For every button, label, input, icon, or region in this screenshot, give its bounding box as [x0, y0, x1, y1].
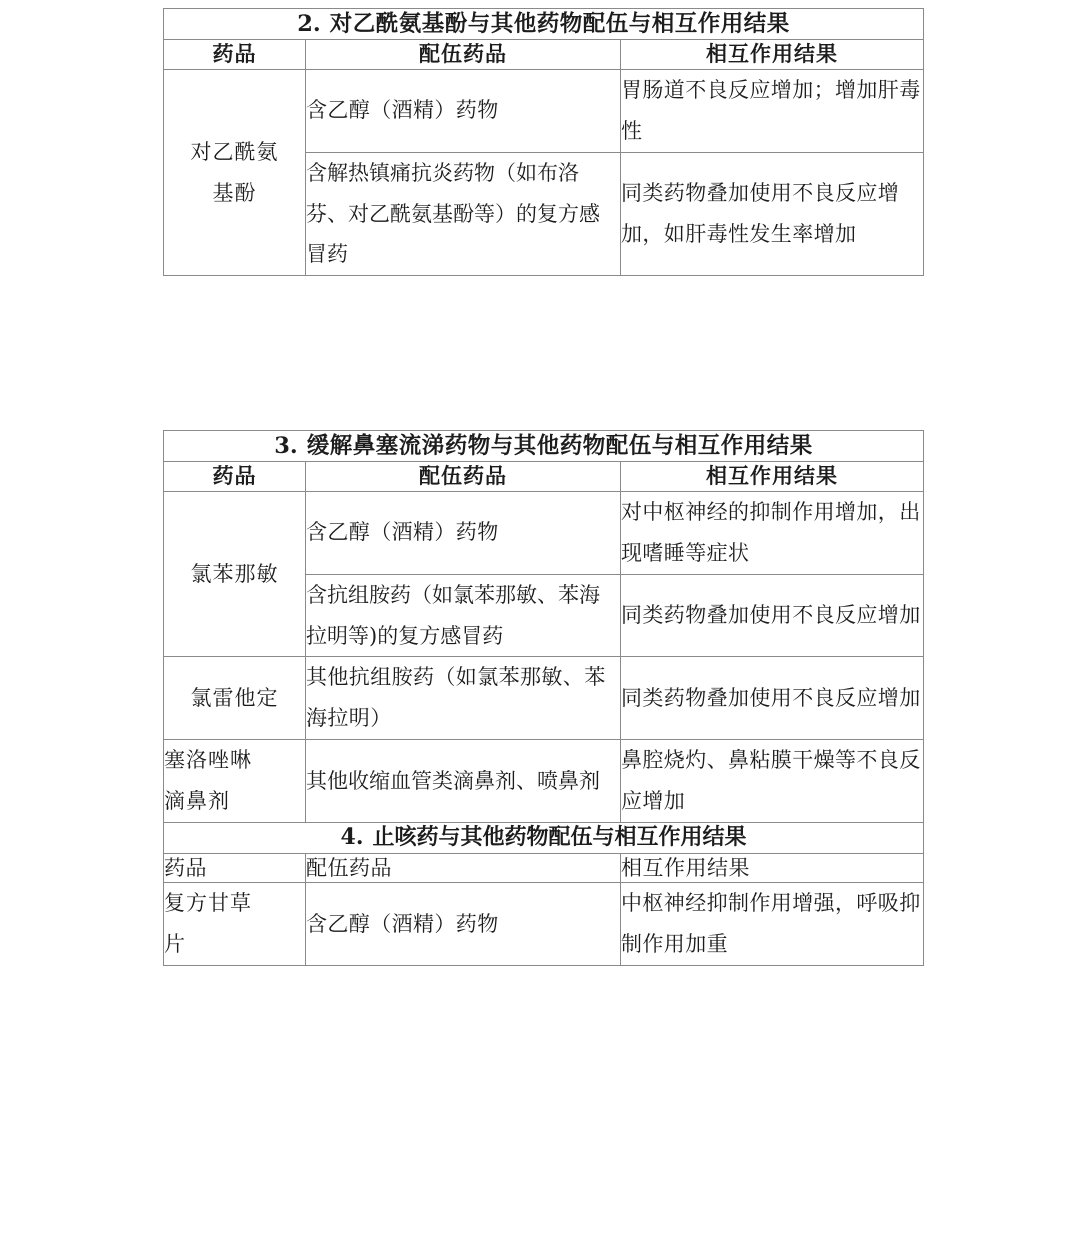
table-header-row	[164, 462, 924, 491]
table-caption-row	[164, 823, 924, 854]
cell-combined-drug: 含乙醇（酒精）药物	[306, 491, 621, 574]
cell-interaction-result: 鼻腔烧灼、鼻粘膜干燥等不良反应增加	[621, 740, 924, 823]
table-row	[164, 740, 924, 823]
cell-drug-name: 复方甘草 片	[164, 883, 306, 966]
cell-drug-name: 塞洛唑啉 滴鼻剂	[164, 740, 306, 823]
column-header-drug: 药品	[164, 462, 306, 491]
cell-drug-name: 氯苯那敏	[164, 491, 306, 657]
table-2	[163, 8, 924, 276]
cell-combined-drug: 含乙醇（酒精）药物	[306, 883, 621, 966]
cell-drug-name: 对乙酰氨 基酚	[164, 69, 306, 276]
cell-combined-drug: 含抗组胺药（如氯苯那敏、苯海拉明等)的复方感冒药	[306, 574, 621, 657]
table-row	[164, 491, 924, 574]
table-row	[164, 883, 924, 966]
cell-combined-drug: 其他抗组胺药（如氯苯那敏、苯海拉明）	[306, 657, 621, 740]
column-header-drug: 药品	[164, 40, 306, 69]
table-3-caption-number: 3.	[274, 433, 298, 459]
cell-combined-drug: 含乙醇（酒精）药物	[306, 69, 621, 152]
table-caption-row	[164, 9, 924, 40]
column-header-drug: 药品	[164, 853, 306, 882]
cell-interaction-result: 胃肠道不良反应增加；增加肝毒性	[621, 69, 924, 152]
cell-interaction-result: 同类药物叠加使用不良反应增加，如肝毒性发生率增加	[621, 152, 924, 276]
table-2-block	[163, 8, 923, 276]
table-4-caption	[164, 823, 924, 854]
cell-interaction-result: 对中枢神经的抑制作用增加，出现嗜睡等症状	[621, 491, 924, 574]
table-header-row	[164, 853, 924, 882]
table-row	[164, 657, 924, 740]
cell-combined-drug: 其他收缩血管类滴鼻剂、喷鼻剂	[306, 740, 621, 823]
column-header-combined-drug: 配伍药品	[306, 853, 621, 882]
table-4-caption-number: 4.	[340, 824, 364, 851]
column-header-interaction-result: 相互作用结果	[621, 462, 924, 491]
column-header-combined-drug: 配伍药品	[306, 462, 621, 491]
column-header-combined-drug: 配伍药品	[306, 40, 621, 69]
table-2-caption-number: 2.	[297, 11, 321, 37]
table-header-row	[164, 40, 924, 69]
table-3-caption	[164, 431, 924, 462]
cell-interaction-result: 同类药物叠加使用不良反应增加	[621, 657, 924, 740]
table-3-and-4-block	[163, 430, 923, 966]
cell-interaction-result: 中枢神经抑制作用增强，呼吸抑制作用加重	[621, 883, 924, 966]
table-caption-row	[164, 431, 924, 462]
column-header-interaction-result: 相互作用结果	[621, 40, 924, 69]
table-2-caption	[164, 9, 924, 40]
column-header-interaction-result: 相互作用结果	[621, 853, 924, 882]
table-3	[163, 430, 924, 966]
table-row	[164, 69, 924, 152]
table-2-caption-text: 对乙酰氨基酚与其他药物配伍与相互作用结果	[329, 11, 790, 37]
table-4-caption-text: 止咳药与其他药物配伍与相互作用结果	[372, 824, 747, 851]
cell-interaction-result: 同类药物叠加使用不良反应增加	[621, 574, 924, 657]
cell-drug-name: 氯雷他定	[164, 657, 306, 740]
table-3-caption-text: 缓解鼻塞流涕药物与其他药物配伍与相互作用结果	[306, 433, 813, 459]
cell-combined-drug: 含解热镇痛抗炎药物（如布洛芬、对乙酰氨基酚等）的复方感冒药	[306, 152, 621, 276]
